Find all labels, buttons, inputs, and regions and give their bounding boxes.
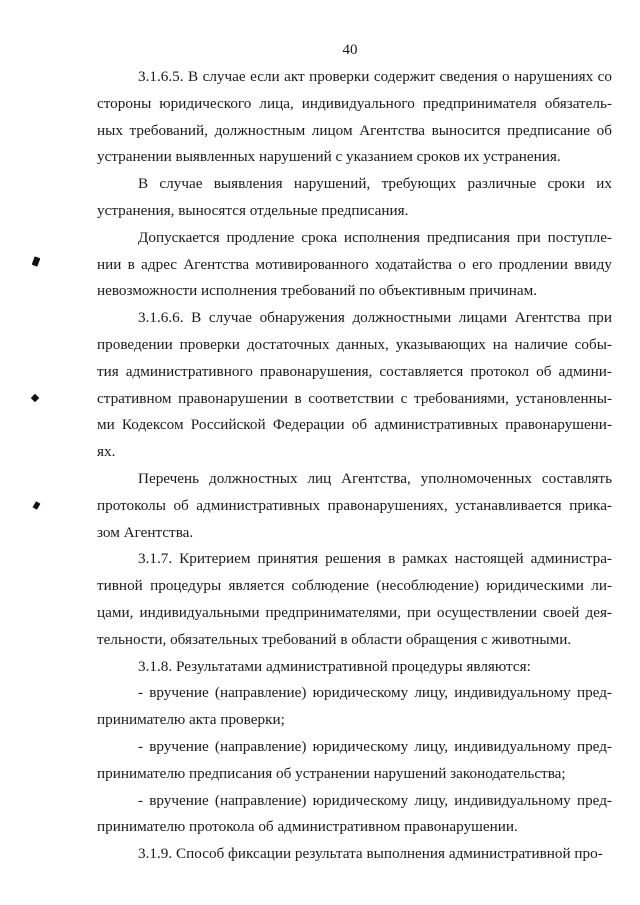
text-line: В случае выявления нарушений, требующих различные сроки их	[138, 175, 612, 193]
page-number: 40	[342, 42, 358, 58]
text-line: стороны юридического лица, индивидуального предпринимателя обязатель-	[97, 94, 612, 112]
margin-mark	[33, 501, 41, 510]
margin-mark	[31, 394, 39, 402]
text-line: 3.1.9. Способ фиксации результата выполнения административной про-	[138, 845, 603, 863]
text-line: 3.1.6.6. В случае обнаружения должностными лицами Агентства при	[138, 309, 612, 327]
text-line: протоколы об административных правонарушениях, устанавливается прика-	[97, 496, 612, 514]
text-line: принимателю протокола об административном правонарушении.	[97, 818, 518, 836]
text-line: тивной процедуры является соблюдение (несоблюдение) юридическими ли-	[97, 577, 612, 595]
text-line: устранения, выносятся отдельные предписания.	[97, 201, 409, 219]
paragraph	[97, 225, 612, 305]
text-line: принимателю предписания об устранении нарушений законодательства;	[97, 764, 566, 782]
text-line: невозможности исполнения требований по объективным причинам.	[97, 282, 538, 300]
paragraph	[97, 466, 612, 546]
text-line: Допускается продление срока исполнения предписания при поступле-	[138, 228, 612, 246]
text-line: Перечень должностных лиц Агентства, уполномоченных составлять	[138, 469, 612, 487]
paragraph	[97, 788, 612, 842]
paragraph	[97, 734, 612, 788]
text-line: ных требований, должностным лицом Агентства выносится предписание об	[97, 121, 612, 139]
text-line: 3.1.7. Критерием принятия решения в рамках настоящей администра-	[138, 550, 612, 568]
text-line: ми Кодексом Российской Федерации об административных правонарушени-	[97, 416, 612, 434]
paragraph	[97, 305, 612, 466]
text-line: - вручение (направление) юридическому лицу, индивидуальному пред-	[138, 737, 612, 755]
paragraph	[97, 64, 612, 171]
text-line: стративном правонарушении в соответствии с требованиями, установленны-	[97, 389, 612, 407]
text-line: устранении выявленных нарушений с указанием сроков их устранения.	[97, 148, 561, 166]
text-line: тельности, обязательных требований в области обращения с животными.	[97, 630, 572, 648]
text-line: ях.	[97, 443, 116, 461]
margin-mark	[32, 256, 41, 267]
text-line: 3.1.6.5. В случае если акт проверки содержит сведения о нарушениях со	[138, 68, 612, 85]
text-line: проведении проверки достаточных данных, указывающих на наличие собы-	[97, 335, 612, 353]
paragraph	[97, 546, 612, 653]
document-body	[97, 64, 612, 868]
paragraph	[97, 841, 612, 868]
paragraph	[97, 680, 612, 734]
text-line: принимателю акта проверки;	[97, 711, 285, 729]
text-line: тия административного правонарушения, составляется протокол об админи-	[97, 362, 612, 380]
text-line: - вручение (направление) юридическому лицу, индивидуальному пред-	[138, 684, 612, 702]
text-line: цами, индивидуальными предпринимателями, при осуществлении своей дея-	[97, 603, 612, 621]
text-line: зом Агентства.	[97, 523, 194, 541]
text-line: нии в адрес Агентства мотивированного ходатайства о его продлении ввиду	[97, 255, 612, 273]
text-line: - вручение (направление) юридическому лицу, индивидуальному пред-	[138, 791, 612, 809]
paragraph	[97, 654, 612, 681]
text-line: 3.1.8. Результатами административной процедуры являются:	[138, 657, 531, 675]
paragraph	[97, 171, 612, 225]
